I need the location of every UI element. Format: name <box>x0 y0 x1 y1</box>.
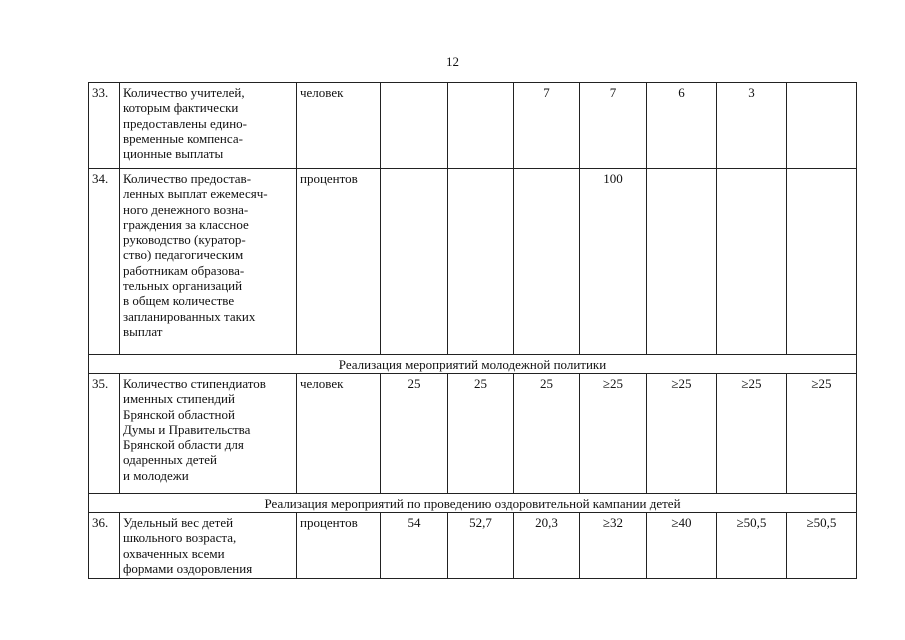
indicator-name-line: именных стипендий <box>123 391 235 407</box>
row-number: 33. <box>89 83 120 169</box>
value-cell: 3 <box>717 83 787 169</box>
value-cell <box>514 169 580 355</box>
indicator-name <box>120 513 297 579</box>
value-cell: ≥32 <box>580 513 647 579</box>
section-heading-youth: Реализация мероприятий молодежной политики <box>89 355 857 374</box>
indicator-name-line: и молодежи <box>123 467 189 483</box>
value-cell <box>787 169 857 355</box>
indicators-table <box>88 82 857 579</box>
indicator-name-line: охваченных всеми <box>123 545 225 561</box>
page-number: 12 <box>446 54 459 69</box>
indicator-name-line: школьного возраста, <box>123 530 237 546</box>
value-cell: 7 <box>514 83 580 169</box>
value-cell: ≥40 <box>647 513 717 579</box>
indicator-name-line: Количество предостав- <box>123 171 252 186</box>
value-cell: 54 <box>381 513 448 579</box>
indicator-name-line: ленных выплат ежемесяч- <box>123 186 268 202</box>
indicator-name-line: Брянской областной <box>123 406 235 422</box>
value-cell <box>717 169 787 355</box>
value-cell <box>647 169 717 355</box>
section-heading-health: Реализация мероприятий по проведению оздоровительной кампании детей <box>89 494 857 513</box>
table-row <box>89 169 857 355</box>
section-row <box>89 494 857 513</box>
table-row <box>89 83 857 169</box>
indicator-name-line: руководство (куратор- <box>123 232 246 248</box>
value-cell <box>448 169 514 355</box>
indicator-name-line: ционные выплаты <box>123 146 224 162</box>
indicator-name-line: Думы и Правительства <box>123 421 251 437</box>
indicator-name-line: Количество стипендиатов <box>123 376 266 391</box>
value-cell: 100 <box>580 169 647 355</box>
row-number: 34. <box>89 169 120 355</box>
value-cell <box>381 83 448 169</box>
indicator-name-line: формами оздоровления <box>123 560 253 576</box>
unit-cell: человек <box>297 83 381 169</box>
indicator-name-line: одаренных детей <box>123 452 217 468</box>
value-cell: ≥25 <box>717 374 787 494</box>
indicator-name-line: в общем количестве <box>123 293 235 309</box>
indicator-name-line: предоставлены едино- <box>123 115 247 131</box>
section-row <box>89 355 857 374</box>
value-cell <box>381 169 448 355</box>
indicator-name <box>120 83 297 169</box>
indicator-name-line: Удельный вес детей <box>123 515 234 530</box>
row-number: 35. <box>89 374 120 494</box>
indicator-name-line: граждения за классное <box>123 216 249 232</box>
table-row <box>89 513 857 579</box>
value-cell: 20,3 <box>514 513 580 579</box>
table-row <box>89 374 857 494</box>
indicator-name-line: которым фактически <box>123 100 239 116</box>
indicator-name-line: выплат <box>123 323 163 339</box>
value-cell: ≥25 <box>787 374 857 494</box>
value-cell: ≥25 <box>647 374 717 494</box>
indicator-name-line: временные компенса- <box>123 130 243 146</box>
indicator-name-line: запланированных таких <box>123 308 256 324</box>
value-cell: 25 <box>381 374 448 494</box>
indicator-name-line: работникам образова- <box>123 262 245 278</box>
value-cell: 52,7 <box>448 513 514 579</box>
value-cell: ≥25 <box>580 374 647 494</box>
value-cell: ≥50,5 <box>787 513 857 579</box>
unit-cell: человек <box>297 374 381 494</box>
value-cell: 25 <box>514 374 580 494</box>
value-cell: 25 <box>448 374 514 494</box>
indicator-name-line: Брянской области для <box>123 437 244 453</box>
value-cell: ≥50,5 <box>717 513 787 579</box>
indicator-name <box>120 374 297 494</box>
value-cell <box>448 83 514 169</box>
indicator-name-line: ство) педагогическим <box>123 247 244 263</box>
value-cell: 6 <box>647 83 717 169</box>
indicator-name-line: Количество учителей, <box>123 85 245 100</box>
row-number: 36. <box>89 513 120 579</box>
indicator-name-line: ного денежного возна- <box>123 201 249 217</box>
value-cell <box>787 83 857 169</box>
unit-cell: процентов <box>297 169 381 355</box>
value-cell: 7 <box>580 83 647 169</box>
unit-cell: процентов <box>297 513 381 579</box>
indicator-name <box>120 169 297 355</box>
indicator-name-line: тельных организаций <box>123 278 243 294</box>
